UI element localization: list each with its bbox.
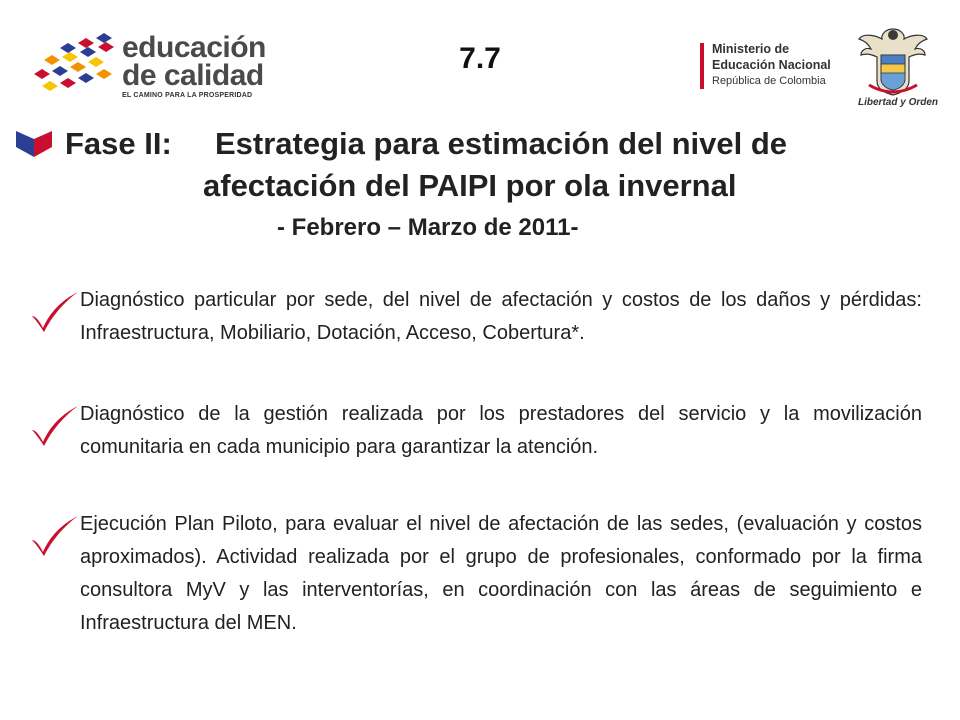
logo-text-educacion: educación	[122, 31, 266, 64]
ministerio-logo	[700, 25, 939, 115]
ministerio-country: República de Colombia	[712, 75, 826, 87]
ministerio-name-line1: Ministerio de	[712, 42, 790, 56]
checkmark-icon	[28, 514, 80, 558]
title-line1: Estrategia para estimación del nivel de	[215, 126, 788, 161]
coat-of-arms-icon	[855, 25, 931, 97]
logo-slogan: EL CAMINO PARA LA PROSPERIDAD	[122, 92, 253, 99]
educacion-de-calidad-logo	[30, 30, 270, 100]
subtitle-dates: - Febrero – Marzo de 2011-	[277, 214, 579, 241]
cubes-logo-icon	[30, 30, 122, 100]
title-line2: afectación del PAIPI por ola invernal	[203, 168, 737, 203]
bullet-item: Diagnóstico particular por sede, del nivel de afectación y costos de los daños y pérdidas: Infraestructura, Mobiliario, Dotación, Acceso, Cobertura*.	[80, 289, 922, 344]
bullet-item: Diagnóstico de la gestión realizada por los prestadores del servicio y la movilización comunitaria en cada municipio para garantizar la atención.	[80, 403, 922, 458]
crest-motto: Libertad y Orden	[858, 97, 939, 108]
ministerio-divider	[700, 43, 704, 89]
bullet-item: Ejecución Plan Piloto, para evaluar el nivel de afectación de las sedes, (evaluación y costos aproximados). Actividad realizada por el grupo de profesionales, conformado por la firma consultora MyV y las interventorías, en coordinación con las áreas de seguimiento e Infraestructura del MEN.	[80, 513, 922, 634]
title-prefix: Fase II:	[65, 126, 172, 161]
logo-text-de-calidad: de calidad	[122, 59, 264, 92]
open-book-icon	[14, 125, 54, 157]
checkmark-icon	[28, 404, 80, 448]
ministerio-name-line2: Educación Nacional	[712, 58, 831, 72]
slide-number: 7.7	[459, 42, 501, 75]
checkmark-icon	[28, 290, 80, 334]
